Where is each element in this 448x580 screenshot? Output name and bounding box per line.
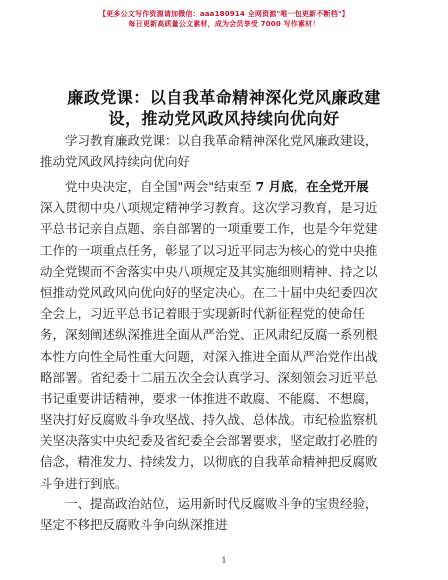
body-line: 本性方向性全局性重大问题，对深入推进全面从严治党作出战 bbox=[40, 348, 378, 364]
document-title-line-2: 设，推动党风政风持续向优向好 bbox=[108, 109, 340, 128]
body-emphasis: 在全党开展 bbox=[306, 179, 369, 194]
body-line: 全会上，习近平总书记着眼于实现新时代新征程党的使命任 bbox=[40, 306, 366, 322]
document-title-line-1: 廉政党课：以自我革命精神深化党风廉政建 bbox=[67, 88, 381, 107]
body-emphasis-date: 7 月底 bbox=[255, 179, 294, 194]
body-line: 工作的一项重点任务，彰显了以习近平同志为核心的党中央推 bbox=[40, 242, 378, 258]
subtitle-line: 推动党风政风持续向优向好 bbox=[40, 154, 191, 170]
body-line: 书记重要讲话精神，要求一体推进不敢腐、不能腐、不想腐， bbox=[40, 390, 378, 406]
promo-banner-left: 【更多公文写作资源请加微信： bbox=[99, 10, 200, 18]
body-line: 深入贯彻中央八项规定精神学习教育。这次学习教育，是习近 bbox=[40, 200, 378, 216]
section-heading-line: 坚定不移把反腐败斗争向纵深推进 bbox=[40, 517, 228, 533]
subtitle-paragraph bbox=[40, 130, 410, 172]
body-line: 坚决打好反腐败斗争攻坚战、持久战、总体战。市纪检监察机 bbox=[40, 412, 378, 428]
body-paragraph bbox=[40, 176, 410, 494]
body-line: 务，深刻阐述纵深推进全面从严治党、正风肃纪反腐一系列根 bbox=[40, 327, 378, 343]
body-line: 动全党锲而不舍落实中央八项规定及其实施细则精神、持之以 bbox=[40, 263, 378, 279]
body-text: 党中央决定，自全国"两会"结束至 bbox=[65, 179, 256, 194]
body-line: 略部署。省纪委十二届五次全会认真学习、深刻领会习近平总 bbox=[40, 369, 378, 385]
section-heading-line: 一、提高政治站位，运用新时代反腐败斗争的宝贵经验， bbox=[65, 496, 378, 511]
promo-banner-line-2: 每日更新高质量公文素材，成为会员享受 7000 写作素材！ bbox=[128, 20, 320, 28]
promo-wechat-id: aaa180914 bbox=[199, 10, 246, 18]
promo-banner-line-1 bbox=[0, 9, 448, 19]
promo-banner-right: 全网资源"唯一包更新不断档"】 bbox=[245, 10, 349, 18]
body-line: 恒推动党风政风向优向好的坚定决心。在二十届中央纪委四次 bbox=[40, 284, 378, 300]
body-text: ， bbox=[293, 179, 307, 194]
subtitle-line: 学习教育廉政党课：以自我革命精神深化党风廉政建设， bbox=[65, 133, 378, 148]
section-heading-paragraph bbox=[40, 493, 410, 535]
body-line: 关坚决落实中央纪委及省纪委全会部署要求，坚定敢打必胜的 bbox=[40, 433, 378, 449]
body-line: 信念，精准发力、持续发力，以彻底的自我革命精神把反腐败 bbox=[40, 454, 378, 470]
body-line: 斗争进行到底。 bbox=[40, 475, 128, 491]
page-number: 1 bbox=[221, 556, 227, 565]
body-line: 平总书记亲自点题、亲自部署的一项重要工作，也是今年党建 bbox=[40, 221, 378, 237]
body-line bbox=[40, 176, 410, 197]
